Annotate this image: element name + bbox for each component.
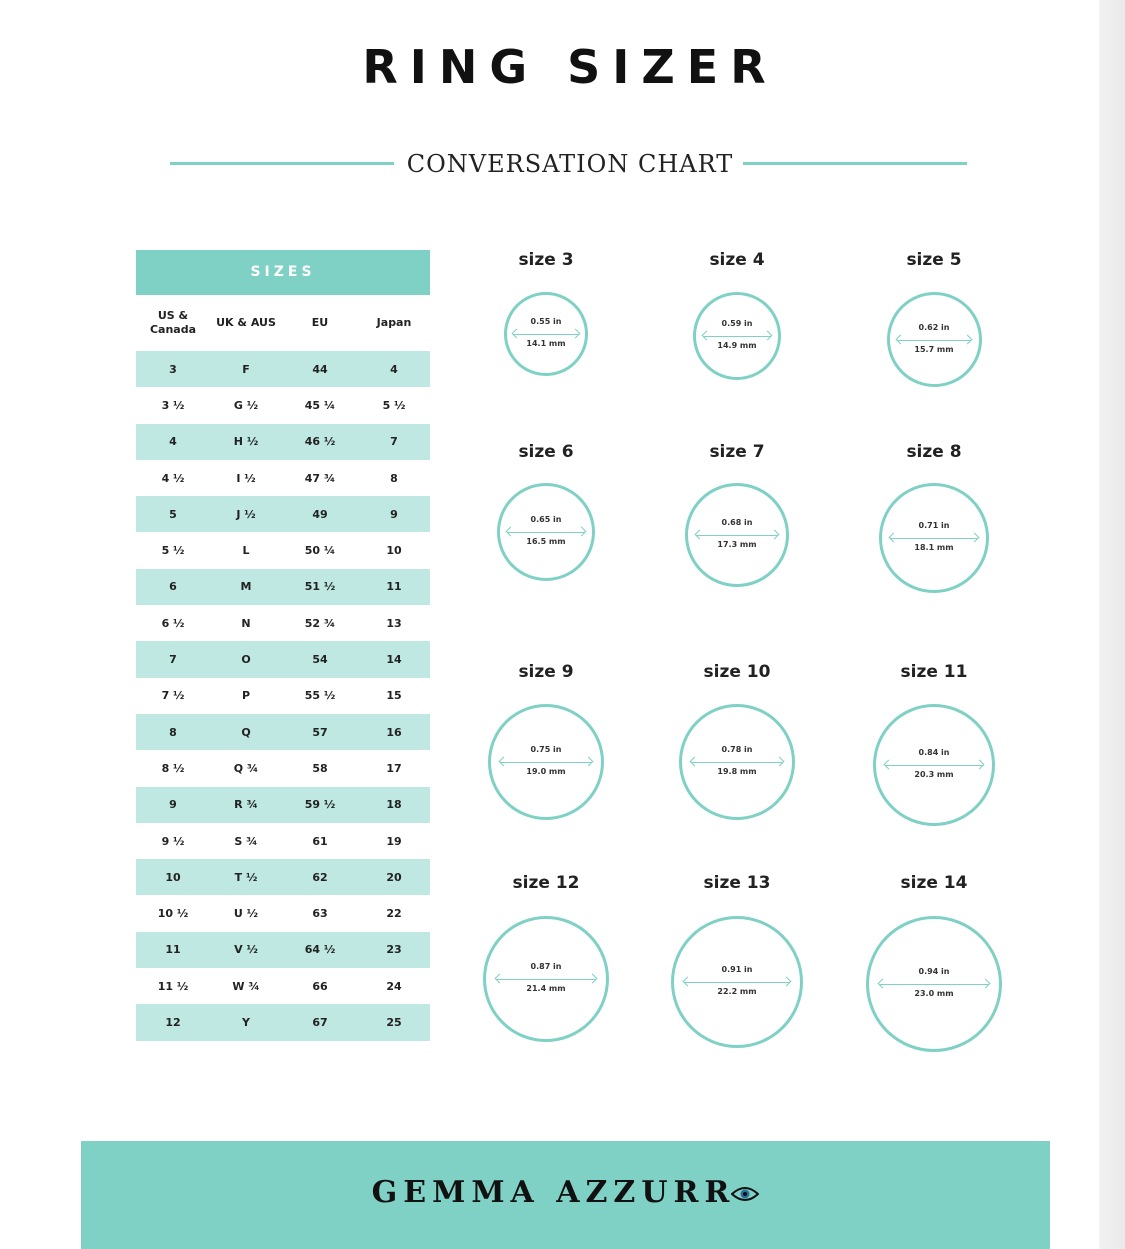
ring-diameter-mm: 20.3 mm [914,770,954,779]
page-scroll-edge [1099,0,1125,1249]
cell-japan: 10 [386,544,402,558]
table-row [136,387,430,423]
diameter-arrow-icon [507,532,584,533]
table-row [136,859,430,895]
footer-band [81,1141,1050,1249]
ring-diameter-inches: 0.62 in [918,322,950,332]
cell-uk: F [242,362,250,376]
table-row [136,641,430,677]
cell-uk: N [241,616,251,630]
cell-eu: 61 [312,834,328,848]
ring-diameter-mm: 18.1 mm [914,543,954,552]
ring-diameter-inches: 0.75 in [530,745,562,754]
ring-size-label: size 9 [518,662,574,682]
cell-japan: 18 [386,798,402,812]
cell-uk: T ½ [234,870,258,884]
cell-eu: 63 [312,907,328,921]
cell-eu: 51 ½ [304,580,336,594]
diameter-arrow-icon [890,538,977,539]
cell-eu: 66 [312,979,328,993]
cell-eu: 50 ¼ [304,544,336,558]
ring-circle [504,292,588,376]
cell-uk: Y [242,1015,250,1029]
ring-size-label: size 14 [900,873,968,893]
cell-us: 7 ½ [161,689,185,703]
ring-diameter-inches: 0.68 in [721,518,753,527]
column-header-uk: UK & AUS [216,316,276,329]
ring-diameter-inches: 0.65 in [530,515,562,524]
cell-japan: 13 [386,616,402,630]
ring-circle [693,292,781,380]
diameter-arrow-icon [897,340,972,341]
ring-size-label: size 3 [518,250,574,270]
cell-japan: 24 [386,979,402,993]
ring-circle [887,292,982,387]
ring-circle [671,916,803,1048]
cell-japan: 5 ½ [382,398,406,412]
cell-japan: 16 [386,725,402,739]
page-title: RING SIZER [362,40,778,94]
cell-eu: 46 ½ [304,435,336,449]
table-row [136,569,430,605]
ring-size-label: size 5 [906,250,962,270]
ring-size-label: size 4 [709,250,765,270]
cell-uk: G ½ [233,398,259,412]
brand-logo [81,1175,1050,1210]
cell-uk: S ¾ [234,834,258,848]
subtitle-rule-right [743,162,967,165]
cell-eu: 58 [312,761,328,775]
cell-japan: 15 [386,689,402,703]
table-row [136,750,430,786]
ring-diameter-mm: 14.1 mm [526,339,566,348]
ring-diameter-mm: 22.2 mm [717,987,757,996]
cell-us: 5 [169,507,177,521]
ring-diameter-mm: 16.5 mm [526,537,566,546]
column-header-japan: Japan [376,316,412,329]
ring-diameter-inches: 0.87 in [530,962,562,971]
table-row [136,678,430,714]
cell-japan: 7 [390,435,398,449]
ring-diameter-mm: 19.8 mm [717,767,757,776]
ring-diameter-inches: 0.94 in [918,967,950,976]
table-row [136,932,430,968]
cell-us: 4 [169,435,177,449]
ring-diameter-inches: 0.91 in [721,965,753,974]
cell-eu: 55 ½ [304,689,336,703]
cell-us: 10 [165,870,181,884]
ring-diameter-mm: 17.3 mm [717,540,757,549]
diameter-arrow-icon [885,765,982,766]
cell-eu: 52 ¾ [304,616,336,630]
cell-eu: 47 ¾ [304,471,336,485]
brand-name: GEMMA AZZURR [371,1175,736,1210]
ring-size-label: size 7 [709,442,765,462]
cell-japan: 23 [386,943,402,957]
cell-uk: L [242,544,250,558]
ring-diameter-inches: 0.55 in [530,317,562,326]
diameter-arrow-icon [684,982,790,983]
cell-japan: 22 [386,907,402,921]
cell-us: 3 [169,362,177,376]
cell-japan: 17 [386,761,402,775]
diameter-arrow-icon [691,762,783,763]
table-row [136,1004,430,1040]
ring-diameter-mm: 23.0 mm [914,989,954,998]
ring-circle [879,483,989,593]
cell-us: 7 [169,653,177,667]
cell-eu: 62 [312,870,328,884]
cell-us: 6 ½ [161,616,185,630]
ring-circle [685,483,789,587]
table-row [136,787,430,823]
cell-us: 8 ½ [161,761,185,775]
table-row [136,605,430,641]
cell-eu: 64 ½ [304,943,336,957]
ring-size-label: size 12 [512,873,580,893]
cell-uk: V ½ [234,943,258,957]
cell-uk: U ½ [233,907,259,921]
cell-eu: 45 ¼ [304,398,336,412]
ring-circle [873,704,995,826]
eye-icon [731,1186,759,1202]
diameter-arrow-icon [703,336,772,337]
ring-diameter-mm: 15.7 mm [914,344,954,354]
column-header-row [136,295,430,351]
cell-uk: Q ¾ [233,761,259,775]
ring-diameter-inches: 0.78 in [721,745,753,754]
table-row [136,714,430,750]
ring-diameter-inches: 0.84 in [918,748,950,757]
table-row [136,460,430,496]
table-row [136,968,430,1004]
cell-uk: J ½ [236,507,256,521]
cell-uk: P [241,689,251,703]
cell-japan: 9 [390,507,398,521]
ring-size-label: size 8 [906,442,962,462]
cell-us: 9 [169,798,177,812]
diameter-arrow-icon [500,762,592,763]
ring-circle [488,704,604,820]
cell-eu: 54 [312,653,328,667]
ring-circle [866,916,1002,1052]
table-row [136,496,430,532]
cell-japan: 8 [390,471,398,485]
cell-uk: M [240,580,252,594]
diameter-arrow-icon [879,984,988,985]
cell-uk: Q [241,725,251,739]
cell-japan: 20 [386,870,402,884]
cell-us: 11 [165,943,181,957]
cell-eu: 44 [312,362,328,376]
diameter-arrow-icon [696,535,778,536]
ring-size-label: size 11 [900,662,968,682]
ring-diameter-inches: 0.71 in [918,521,950,530]
ring-size-label: size 10 [703,662,771,682]
ring-circle [483,916,609,1042]
sizes-table [136,250,430,1041]
cell-us: 10 ½ [157,907,189,921]
cell-japan: 11 [386,580,402,594]
cell-us: 8 [169,725,177,739]
cell-uk: O [241,653,251,667]
diameter-arrow-icon [513,334,579,335]
cell-us: 3 ½ [161,398,185,412]
sizes-table-body [136,351,430,1041]
cell-uk: W ¾ [232,979,260,993]
cell-us: 6 [169,580,177,594]
page-subtitle: CONVERSATION CHART [406,150,734,178]
column-header-us: US & Canada [149,309,197,336]
ring-diameter-mm: 21.4 mm [526,984,566,993]
ring-diameter-mm: 14.9 mm [717,341,757,350]
ring-size-label: size 6 [518,442,574,462]
cell-japan: 4 [390,362,398,376]
table-row [136,895,430,931]
cell-us: 5 ½ [161,544,185,558]
column-header-eu: EU [311,316,329,329]
cell-eu: 57 [312,725,328,739]
table-row [136,424,430,460]
ring-diameter-mm: 19.0 mm [526,767,566,776]
cell-eu: 59 ½ [304,798,336,812]
ring-circle [679,704,795,820]
cell-japan: 19 [386,834,402,848]
ring-size-label: size 13 [703,873,771,893]
cell-uk: I ½ [236,471,256,485]
cell-us: 4 ½ [161,471,185,485]
cell-us: 12 [165,1015,181,1029]
cell-us: 9 ½ [161,834,185,848]
cell-eu: 49 [312,507,328,521]
ring-circle [497,483,595,581]
cell-uk: H ½ [233,435,259,449]
cell-uk: R ¾ [234,798,258,812]
sizes-table-header: SIZES [136,250,430,295]
cell-japan: 25 [386,1015,402,1029]
table-row [136,351,430,387]
table-row [136,532,430,568]
cell-japan: 14 [386,653,402,667]
subtitle-rule-left [170,162,394,165]
diameter-arrow-icon [496,979,597,980]
table-row [136,823,430,859]
ring-diameter-inches: 0.59 in [721,319,753,328]
cell-us: 11 ½ [157,979,189,993]
cell-eu: 67 [312,1015,328,1029]
